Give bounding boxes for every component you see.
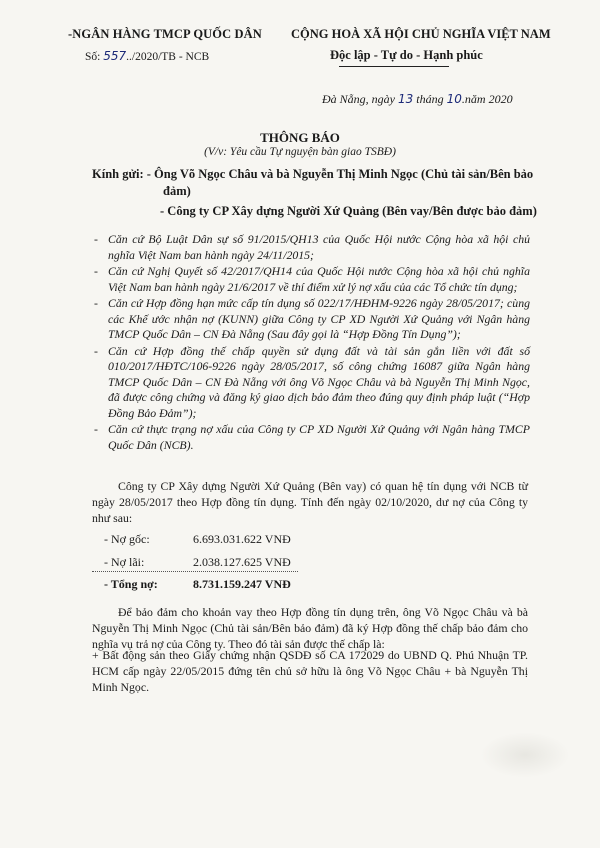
interest-label: - Nợ lãi: [104,555,145,569]
document-subtitle: (V/v: Yêu cầu Tự nguyện bàn giao TSBĐ) [204,146,396,158]
collateral-paragraph: Để bảo đảm cho khoản vay theo Hợp đồng tín dụng trên, ông Võ Ngọc Châu và bà Nguyễn Thị Minh Ngọc (Chủ tài sản/Bên bảo đảm) đã ký Hợp đồng thế chấp bảo đảm cho nghĩa vụ trả nợ của Công ty. Theo đó tài sản được thế chấp là: [92,605,528,651]
legal-basis-item: - Căn cứ Nghị Quyết số 42/2017/QH14 của Quốc Hội nước Cộng hòa xã hội chủ nghĩa Việt Nam ban hành ngày 21/6/2017 về thí điểm xử lý nợ xấu của các Tổ chức tín dụng; [92,264,530,295]
total-divider [92,571,298,572]
national-title: CỘNG HOÀ XÃ HỘI CHỦ NGHĨA VIỆT NAM [291,27,551,41]
issue-date [322,92,513,107]
legal-basis-item: - Căn cứ Hợp đồng hạn mức cấp tín dụng số 022/17/HĐHM-9226 ngày 28/05/2017; cùng các Khế ước nhận nợ (KUNN) giữa Công ty CP XD Người Xứ Quảng với Ngân hàng TMCP Quốc Dân – CN Đà Nẵng (Sau đây gọi là “Hợp Đồng Tín Dụng”); [92,296,530,343]
recipient-line-1-cont: đảm) [163,184,191,198]
scan-smudge [480,732,570,778]
date-mid: tháng [413,92,447,106]
date-month-handwritten: 10 [446,92,462,106]
collateral-property-paragraph: + Bất động sản theo Giấy chứng nhận QSDĐ số CA 172029 do UBND Q. Phú Nhuận TP. HCM cấp ngày 22/05/2015 đứng tên chủ sở hữu là ông Võ Ngọc Châu + bà Nguyễn Thị Minh Ngọc. [92,648,528,694]
recipient-line-1: Kính gửi: - Ông Võ Ngọc Châu và bà Nguyễn Thị Minh Ngọc (Chủ tài sản/Bên bảo [92,167,534,181]
legal-bases-list [92,232,530,454]
principal-value: 6.693.031.622 VNĐ [193,532,291,546]
interest-value: 2.038.127.625 VNĐ [193,555,291,569]
date-day-handwritten: 13 [398,92,414,106]
principal-label: - Nợ gốc: [104,532,150,546]
document-number-prefix: Số: [85,51,104,63]
national-motto: Độc lập - Tự do - Hạnh phúc [330,48,483,62]
document-number-suffix: ../2020/TB - NCB [126,51,210,63]
total-label: - Tổng nợ: [104,577,158,591]
legal-basis-item: - Căn cứ thực trạng nợ xấu của Công ty CP XD Người Xứ Quảng với Ngân hàng TMCP Quốc Dân (NCB). [92,422,530,453]
debt-intro-paragraph: Công ty CP Xây dựng Người Xứ Quảng (Bên vay) có quan hệ tín dụng với NCB từ ngày 28/05/2017 theo Hợp đồng tín dụng. Tính đến ngày 02/10/2020, dư nợ của Công ty như sau: [92,479,528,525]
issuing-organization: -NGÂN HÀNG TMCP QUỐC DÂN [68,27,262,41]
document-number [85,49,209,63]
document-title: THÔNG BÁO [260,130,340,145]
date-prefix: Đà Nẵng, ngày [322,92,398,106]
recipient-line-2: - Công ty CP Xây dựng Người Xứ Quảng (Bên vay/Bên được bảo đảm) [160,204,537,218]
legal-basis-item: - Căn cứ Bộ Luật Dân sự số 91/2015/QH13 của Quốc Hội nước Cộng hòa xã hội chủ nghĩa Việt Nam ban hành ngày 24/11/2015; [92,232,530,263]
document-number-handwritten: 557 [103,49,127,63]
motto-underline [339,66,449,67]
total-value: 8.731.159.247 VNĐ [193,577,291,591]
date-suffix: .năm 2020 [461,92,513,106]
legal-basis-item: - Căn cứ Hợp đồng thế chấp quyền sử dụng đất và tài sản gắn liền với đất số 010/2017/HĐTC/106-9226 ngày 28/05/2017, số công chứng 16087 giữa Ngân hàng TMCP Quốc Dân – CN Đà Nẵng với ông Võ Ngọc Châu và bà Nguyễn Thị Minh Ngọc, đã được công chứng và đăng ký giao dịch bảo đảm theo đúng quy định pháp luật (“Hợp Đồng Bảo Đảm”); [92,344,530,422]
